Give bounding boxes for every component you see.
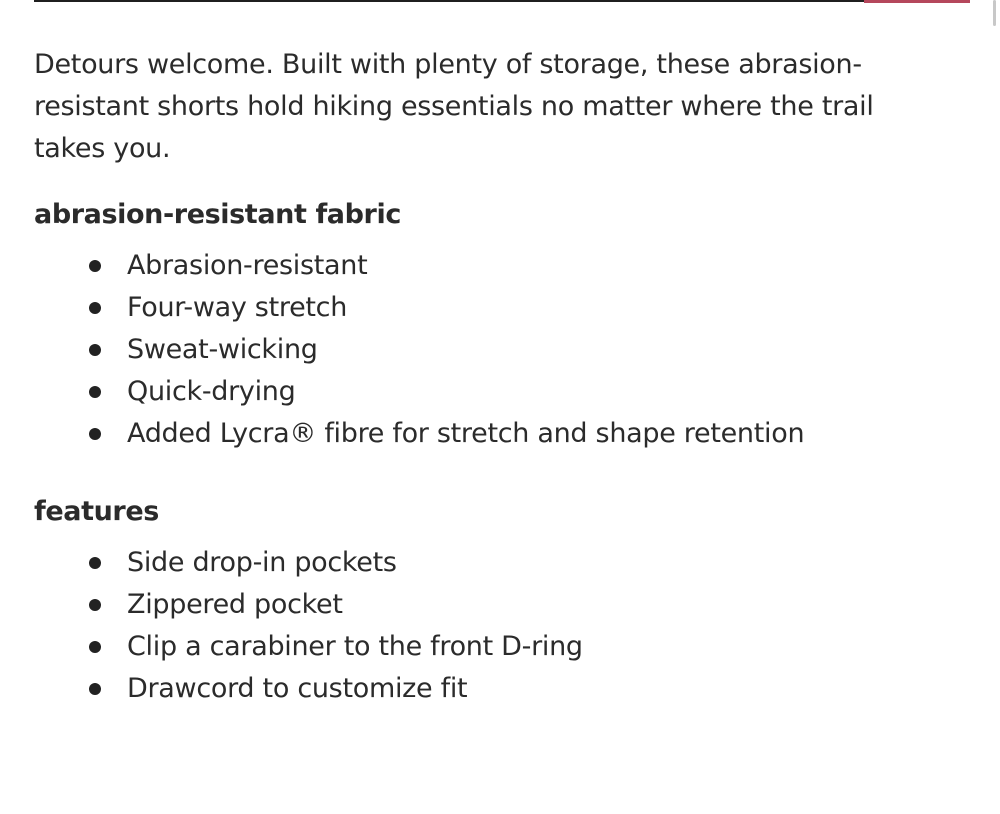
list-item bbox=[34, 245, 934, 287]
scrollbar[interactable] bbox=[993, 0, 996, 26]
section-heading-fabric: abrasion-resistant fabric bbox=[34, 199, 401, 230]
bullet-icon bbox=[89, 386, 101, 398]
list-item-label: Four-way stretch bbox=[127, 292, 348, 323]
list-item bbox=[34, 668, 934, 710]
list-item-label: Side drop-in pockets bbox=[127, 547, 397, 578]
list-item bbox=[34, 626, 934, 668]
list-item bbox=[34, 371, 934, 413]
bullet-icon bbox=[89, 302, 101, 314]
list-item bbox=[34, 584, 934, 626]
section-heading-features: features bbox=[34, 496, 159, 527]
list-item bbox=[34, 542, 934, 584]
bullet-icon bbox=[89, 557, 101, 569]
list-item bbox=[34, 287, 934, 329]
list-item-label: Zippered pocket bbox=[127, 589, 343, 620]
bullet-icon bbox=[89, 683, 101, 695]
list-item bbox=[34, 329, 934, 371]
list-item bbox=[34, 413, 934, 455]
list-item-label: Added Lycra® fibre for stretch and shape retention bbox=[127, 418, 805, 449]
active-tab-indicator bbox=[864, 0, 970, 3]
list-item-label: Clip a carabiner to the front D-ring bbox=[127, 631, 583, 662]
tab-underline bbox=[34, 0, 864, 2]
list-item-label: Drawcord to customize fit bbox=[127, 673, 468, 704]
list-item-label: Abrasion-resistant bbox=[127, 250, 368, 281]
list-item-label: Sweat-wicking bbox=[127, 334, 318, 365]
bullet-icon bbox=[89, 641, 101, 653]
bullet-icon bbox=[89, 599, 101, 611]
fabric-feature-list bbox=[34, 245, 934, 455]
bullet-icon bbox=[89, 260, 101, 272]
features-list bbox=[34, 542, 934, 710]
product-description: Detours welcome. Built with plenty of storage, these abrasion-resistant shorts hold hiking essentials no matter where the trail takes you. bbox=[34, 49, 874, 164]
bullet-icon bbox=[89, 344, 101, 356]
list-item-label: Quick-drying bbox=[127, 376, 296, 407]
product-details bbox=[34, 44, 934, 710]
bullet-icon bbox=[89, 428, 101, 440]
